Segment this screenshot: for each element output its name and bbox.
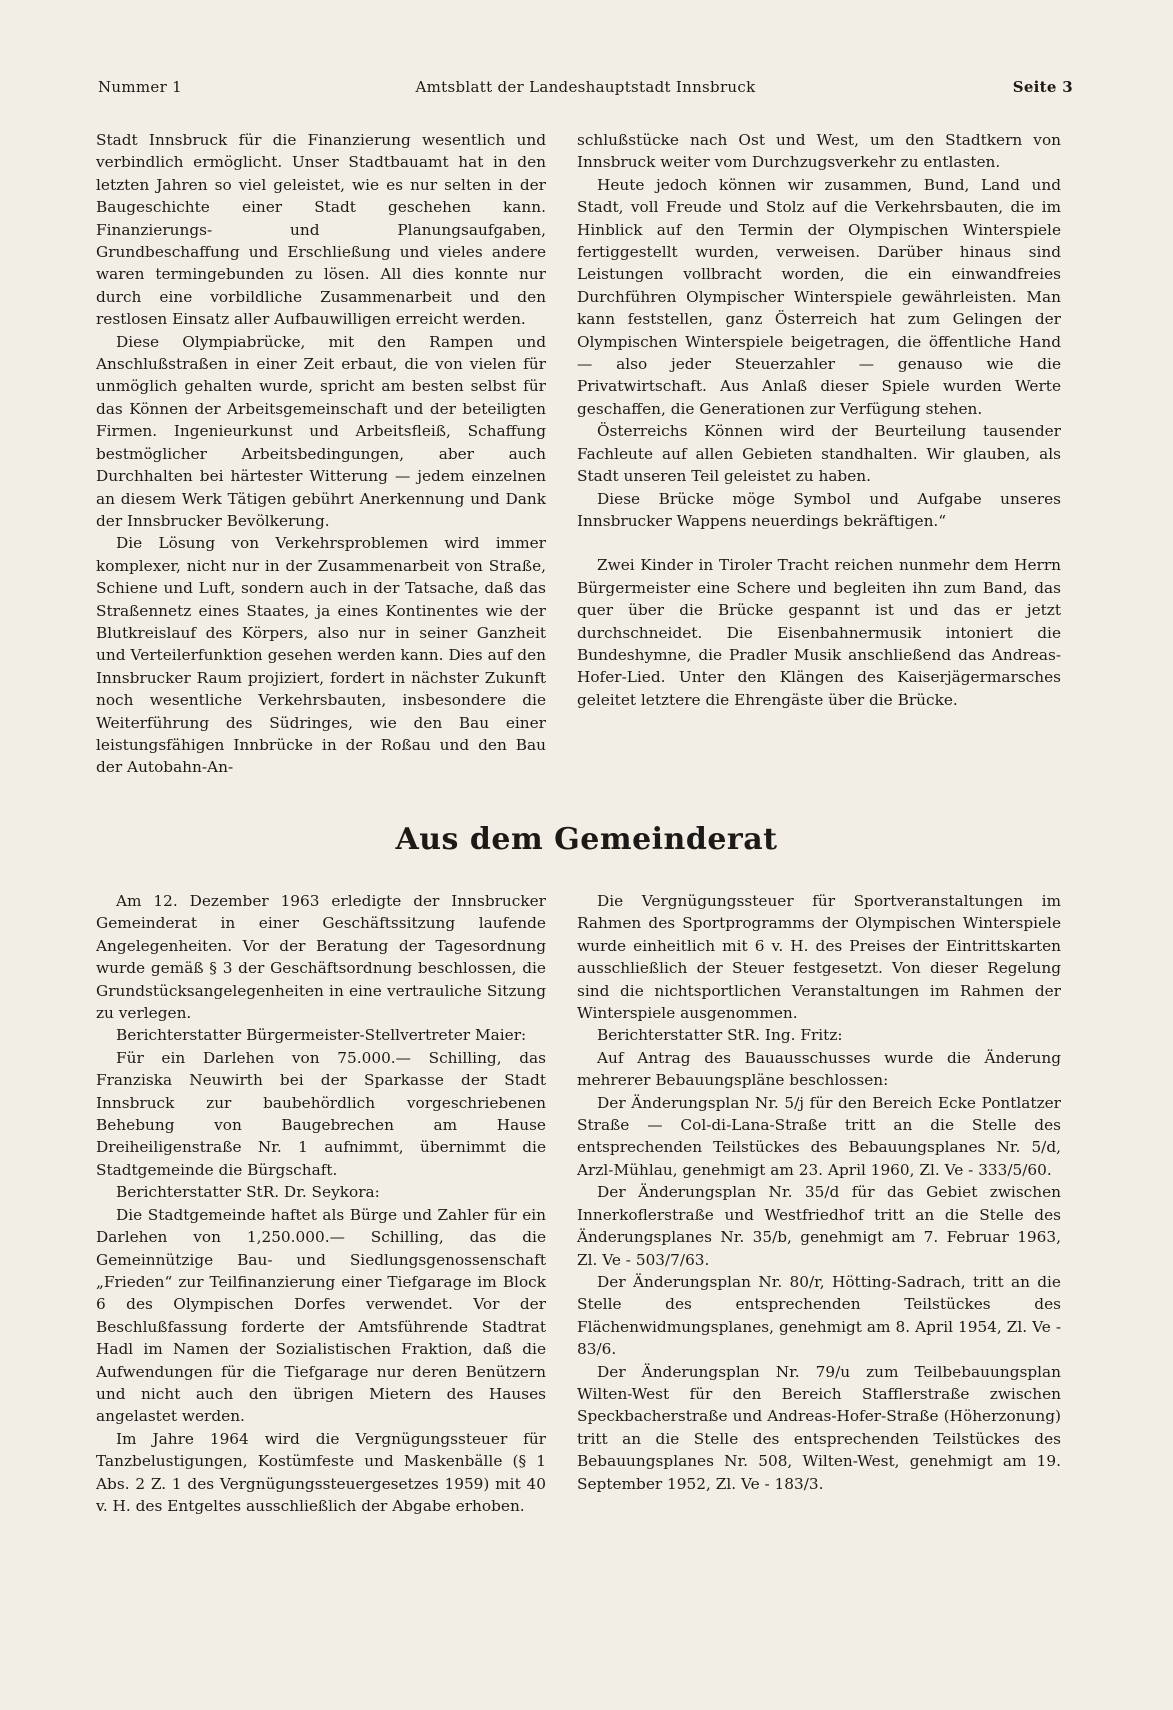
paragraph: Diese Brücke möge Symbol und Aufgabe unseres Innsbrucker Wappens neuerdings bekräftigen.“ — [577, 489, 1061, 530]
paragraph: Der Änderungsplan Nr. 35/d für das Gebiet zwischen Innerkoflerstraße und Westfriedhof tritt an die Stelle des Änderungsplanes Nr. 35/b, genehmigt am 7. Februar 1963, Zl. Ve - 503/7/63. — [577, 1183, 1061, 1269]
reporter-line: Berichterstatter StR. Dr. Seykora: — [116, 1183, 380, 1202]
column-left-bottom — [96, 890, 546, 1517]
column-right-top — [577, 129, 1061, 711]
page-header — [98, 78, 1073, 102]
reporter-line: Berichterstatter StR. Ing. Fritz: — [597, 1026, 843, 1045]
page-number: Seite 3 — [1012, 78, 1073, 96]
paragraph: Der Änderungsplan Nr. 79/u zum Teilbebauungsplan Wilten-West für den Bereich Stafflerstraße zwischen Speckbacherstraße und Andreas-Hofer-Straße (Höherzonung) tritt an die Stelle des entsprechenden Teilstückes des Bebauungsplanes Nr. 508, Wilten-West, genehmigt am 19. September 1952, Zl. Ve - 183/3. — [577, 1362, 1061, 1493]
column-right-bottom — [577, 890, 1061, 1495]
paragraph: Diese Olympiabrücke, mit den Rampen und Anschlußstraßen in einer Zeit erbaut, die von vielen für unmöglich gehalten wurde, spricht am besten selbst für das Können der Arbeitsgemeinschaft und der beteiligten Firmen. Ingenieurkunst und Arbeitsfleiß, Schaffung bestmöglicher Arbeitsbedingungen, aber auch Durchhalten bei härtester Witterung — jedem einzelnen an diesem Werk Tätigen gebührt Anerkennung und Dank der Innsbrucker Bevölkerung. — [96, 332, 546, 530]
publication-title: Amtsblatt der Landeshauptstadt Innsbruck — [415, 78, 756, 96]
column-left-top — [96, 129, 546, 779]
paragraph: Im Jahre 1964 wird die Vergnügungssteuer für Tanzbelustigungen, Kostümfeste und Maskenbälle (§ 1 Abs. 2 Z. 1 des Vergnügungssteuergesetzes 1959) mit 40 v. H. des Entgeltes ausschließlich der Abgabe erhoben. — [96, 1429, 546, 1515]
paragraph: Stadt Innsbruck für die Finanzierung wesentlich und verbindlich ermöglicht. Unser Stadtbauamt hat in den letzten Jahren so viel geleistet, wie es nur selten in der Baugeschichte einer Stadt geschehen kann. Finanzierungs- und Planungsaufgaben, Grundbeschaffung und Erschließung und vieles andere waren termingebunden zu lösen. All dies konnte nur durch eine vorbildliche Zusammenarbeit und den restlosen Einsatz aller Aufbauwilligen erreicht werden. — [96, 131, 546, 329]
paragraph: Die Lösung von Verkehrsproblemen wird immer komplexer, nicht nur in der Zusammenarbeit von Straße, Schiene und Luft, sondern auch in der Tatsache, daß das Straßennetz eines Staates, ja eines Kontinentes wie der Blutkreislauf des Körpers, also nur in seiner Ganzheit und Verteilerfunktion gesehen werden kann. Dies auf den Innsbrucker Raum projiziert, fordert in nächster Zukunft noch wesentliche Verkehrsbauten, insbesondere die Weiterführung des Südringes, wie den Bau einer leistungsfähigen Innbrücke in der Roßau und den Bau der Autobahn-An- — [96, 534, 546, 777]
paragraph: Heute jedoch können wir zusammen, Bund, Land und Stadt, voll Freude und Stolz auf die Verkehrsbauten, die im Hinblick auf den Termin der Olympischen Winterspiele fertiggestellt wurden, verweisen. Darüber hinaus sind Leistungen vollbracht worden, die ein einwandfreies Durchführen Olympischer Winterspiele gewährleisten. Man kann feststellen, ganz Österreich hat zum Gelingen der Olympischen Winterspiele beigetragen, die öffentliche Hand — also jeder Steuerzahler — genauso wie die Privatwirtschaft. Aus Anlaß dieser Spiele wurden Werte geschaffen, die Generationen zur Verfügung stehen. — [577, 175, 1061, 418]
paragraph: Österreichs Können wird der Beurteilung tausender Fachleute auf allen Gebieten standhalten. Wir glauben, als Stadt unseren Teil geleistet zu haben. — [577, 422, 1061, 486]
paragraph: Zwei Kinder in Tiroler Tracht reichen nunmehr dem Herrn Bürgermeister eine Schere und begleiten ihn zum Band, das quer über die Brücke gespannt ist und das er jetzt durchschneidet. Die Eisenbahnermusik intoniert die Bundeshymne, die Pradler Musik anschließend das Andreas-Hofer-Lied. Unter den Klängen des Kaiserjägermarsches geleitet letztere die Ehrengäste über die Brücke. — [577, 556, 1061, 709]
paragraph: schlußstücke nach Ost und West, um den Stadtkern von Innsbruck weiter vom Durchzugsverkehr zu entlasten. — [577, 131, 1061, 172]
paragraph: Der Änderungsplan Nr. 5/j für den Bereich Ecke Pontlatzer Straße — Col-di-Lana-Straße tritt an die Stelle des entsprechenden Teilstückes des Bebauungsplanes Nr. 5/d, Arzl-Mühlau, genehmigt am 23. April 1960, Zl. Ve - 333/5/60. — [577, 1093, 1061, 1179]
section-heading: Aus dem Gemeinderat — [395, 822, 778, 857]
issue-number: Nummer 1 — [98, 78, 182, 96]
paragraph: Auf Antrag des Bauausschusses wurde die Änderung mehrerer Bebauungspläne beschlossen: — [577, 1048, 1061, 1090]
paragraph: Die Vergnügungssteuer für Sportveranstaltungen im Rahmen des Sportprogramms der Olympischen Winterspiele wurde einheitlich mit 6 v. H. des Preises der Eintrittskarten ausschließlich der Steuer festgesetzt. Von dieser Regelung sind die nichtsportlichen Veranstaltungen im Rahmen der Winterspiele ausgenommen. — [577, 892, 1061, 1023]
paragraph: Der Änderungsplan Nr. 80/r, Hötting-Sadrach, tritt an die Stelle des entsprechenden Teilstückes des Flächenwidmungsplanes, genehmigt am 8. April 1954, Zl. Ve - 83/6. — [577, 1272, 1061, 1359]
paragraph: Am 12. Dezember 1963 erledigte der Innsbrucker Gemeinderat in einer Geschäftssitzung laufende Angelegenheiten. Vor der Beratung der Tagesordnung wurde gemäß § 3 der Geschäftsordnung beschlossen, die Grundstücksangelegenheiten in eine vertrauliche Sitzung zu verlegen. — [96, 892, 546, 1023]
reporter-line: Berichterstatter Bürgermeister-Stellvertreter Maier: — [116, 1026, 527, 1045]
paragraph: Für ein Darlehen von 75.000.— Schilling, das Franziska Neuwirth bei der Sparkasse der Stadt Innsbruck zur baubehördlich vorgeschriebenen Behebung von Baugebrechen am Hause Dreiheiligenstraße Nr. 1 aufnimmt, übernimmt die Stadtgemeinde die Bürgschaft. — [96, 1048, 546, 1179]
paragraph: Die Stadtgemeinde haftet als Bürge und Zahler für ein Darlehen von 1,250.000.— Schilling, das die Gemeinnützige Bau- und Siedlungsgenossenschaft „Frieden“ zur Teilfinanzierung einer Tiefgarage im Block 6 des Olympischen Dorfes verwendet. Vor der Beschlußfassung forderte der Amtsführende Stadtrat Hadl im Namen der Sozialistischen Fraktion, daß die Aufwendungen für die Tiefgarage nur deren Benützern und nicht auch den übrigen Mietern des Hauses angelastet werden. — [96, 1205, 546, 1426]
